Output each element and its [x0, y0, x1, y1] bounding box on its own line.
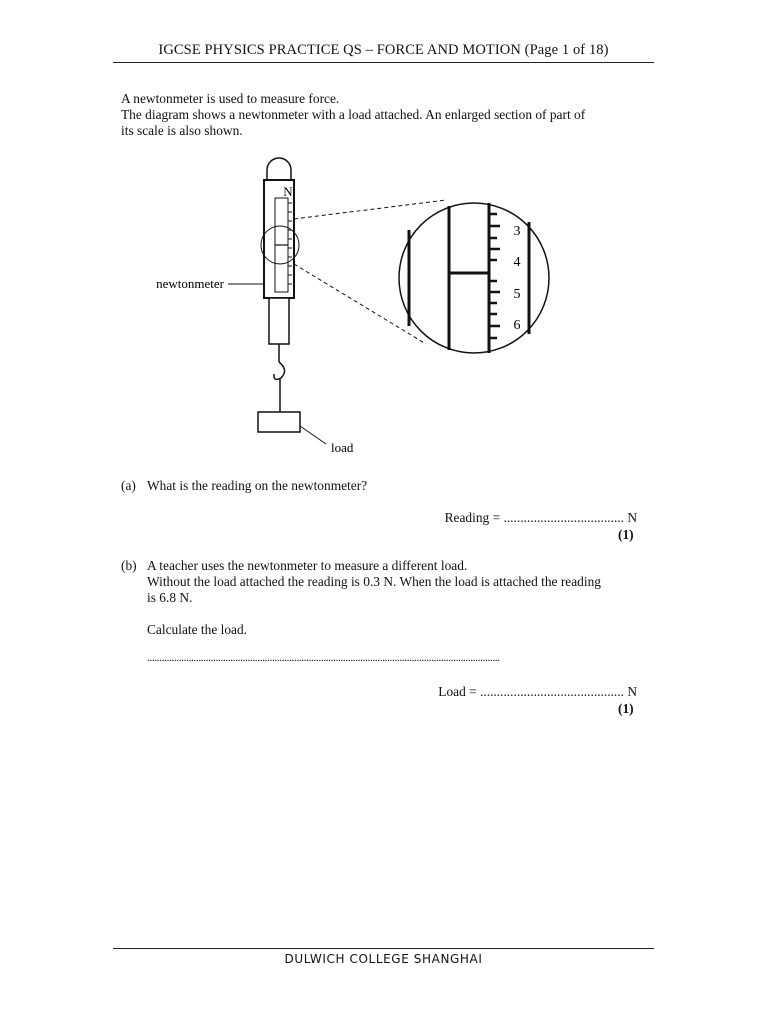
intro-line-1: A newtonmeter is used to measure force.	[121, 91, 340, 106]
newtonmeter	[258, 158, 300, 432]
newtonmeter-label: newtonmeter	[156, 276, 224, 291]
enlarged-scale	[399, 203, 549, 353]
zoom-line-top	[294, 200, 446, 219]
load-pointer-line	[300, 426, 326, 444]
unit-label: N	[283, 184, 293, 199]
question-b-marks: (1)	[618, 701, 634, 716]
scale-number-5: 5	[513, 287, 521, 302]
scale-number-3: 3	[513, 224, 521, 239]
working-line[interactable]: ................................................................................................................................................	[147, 652, 500, 664]
question-b-instruction: Calculate the load.	[147, 622, 248, 637]
question-b-line-2: Without the load attached the reading is 0.3 N. When the load is attached the reading	[147, 574, 601, 589]
question-b-label: (b)	[121, 558, 137, 573]
intro-line-3: its scale is also shown.	[121, 123, 243, 138]
footer-text: DULWICH COLLEGE SHANGHAI	[284, 952, 483, 966]
question-b-answer-line[interactable]: Load = ........................................... N	[438, 684, 637, 699]
newtonmeter-diagram	[0, 0, 768, 470]
question-b-line-1: A teacher uses the newtonmeter to measure a different load.	[147, 558, 468, 573]
question-a-marks: (1)	[618, 527, 634, 542]
load-label: load	[331, 440, 354, 455]
question-a-answer-line[interactable]: Reading = .................................... N	[444, 510, 637, 525]
footer-divider	[113, 948, 654, 949]
scale-number-4: 4	[513, 255, 521, 270]
page-header-title: IGCSE PHYSICS PRACTICE QS – FORCE AND MOTION (Page 1 of 18)	[158, 42, 609, 58]
question-a-label: (a)	[121, 478, 136, 493]
intro-line-2: The diagram shows a newtonmeter with a load attached. An enlarged section of part of	[121, 107, 586, 122]
question-b-line-3: is 6.8 N.	[147, 590, 193, 605]
question-a-text: What is the reading on the newtonmeter?	[147, 478, 368, 493]
scale-number-6: 6	[513, 318, 521, 333]
